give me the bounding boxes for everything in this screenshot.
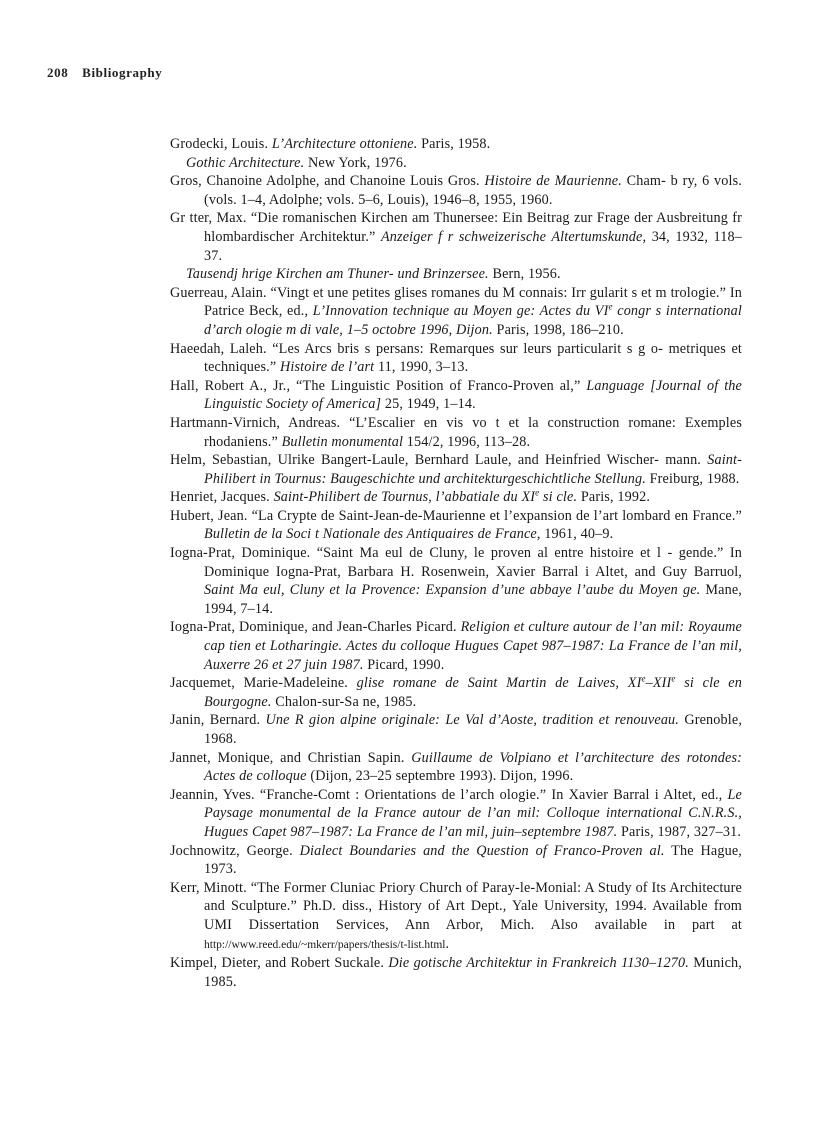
bibliography-entry — [170, 674, 742, 711]
entry-text: 1961, 40–9. — [540, 526, 614, 543]
entry-text: Freiburg, 1988. — [645, 470, 740, 487]
url-text: http://www.reed.edu/~mkerr/papers/thesis/t-list.html — [204, 938, 446, 951]
entry-italic-text: Anzeiger f r schweizerische Altertumskunde, — [380, 228, 647, 245]
entry-text: . — [445, 935, 450, 952]
bibliography-entry — [170, 284, 742, 340]
entry-italic-text: Bulletin monumental — [281, 433, 404, 450]
entry-text: 34, 1932, 118–37. — [204, 228, 742, 264]
entry-italic-text: Guillaume de Volpiano et l’architecture des rotondes: Actes de colloque — [204, 749, 742, 785]
entry-text: Haeedah, Laleh. “Les Arcs bris s persans: Remarques sur leurs particularit s g o- metriques et techniques.” — [170, 340, 742, 376]
entry-text: Grenoble, 1968. — [204, 712, 743, 747]
entry-text: (Dijon, 23–25 septembre 1993). Dijon, 1996. — [306, 768, 574, 785]
entry-italic-text: Saint-Philibert in Tournus: Baugeschichte und architekturgeschichtliche Stellung. — [204, 452, 742, 487]
entry-text: Paris, 1998, 186–210. — [492, 321, 624, 338]
entry-text: Hall, Robert A., Jr., “The Linguistic Position of Franco-Proven al,” — [170, 377, 587, 394]
entry-italic-text: Histoire de Maurienne. — [484, 173, 622, 190]
entry-italic-text: Dialect Boundaries and the Question of Franco-Proven al. — [299, 842, 665, 859]
entry-italic-text: Saint-Philibert de Tournus, l’abbatiale du XI — [273, 489, 536, 506]
entry-italic-text: L’Architecture ottoniene. — [271, 136, 418, 152]
entry-text: Jacquemet, Marie-Madeleine. — [170, 675, 357, 692]
entry-italic-text: Saint Ma eul, Cluny et la Provence: Expansion d’une abbaye l’aube du Moyen ge. — [204, 582, 701, 599]
entry-text: Guerreau, Alain. “Vingt et une petites glises romanes du M connais: Irr gularit s et m trologie.” In Patrice Beck, ed., — [170, 284, 742, 320]
entry-text: Mane, 1994, 7–14. — [204, 582, 743, 617]
bibliography-entry — [170, 954, 742, 991]
entry-text: Jeannin, Yves. “Franche-Comt : Orientations de l’arch ologie.” In Xavier Barral i Altet, ed., — [170, 786, 728, 803]
bibliography-entry — [170, 842, 742, 879]
entry-text: Gros, Chanoine Adolphe, and Chanoine Louis Gros. — [170, 173, 485, 190]
entry-italic-text: e — [535, 487, 540, 498]
entry-text: Kimpel, Dieter, and Robert Suckale. — [170, 955, 389, 972]
bibliography-entry — [170, 711, 742, 748]
entry-italic-text: si cle en Bourgogne. — [204, 675, 742, 710]
entry-text: Bern, 1956. — [488, 266, 561, 283]
bibliography-entry — [170, 618, 742, 674]
entry-text: Kerr, Minott. “The Former Cluniac Priory Church of Paray-le-Monial: A Study of Its Architecture and Sculpture.” Ph.D. diss., History of Art Dept., Yale University, 1994. Available from UMI Dissertation Services, Ann Arbor, Mich. Also available in part at — [170, 879, 742, 933]
entry-text: Cham- b ry, 6 vols. (vols. 1–4, Adolphe; vols. 5–6, Louis), 1946–8, 1955, 1960. — [204, 173, 742, 208]
entry-italic-text: Religion et culture autour de l’an mil: Royaume cap tien et Lotharingie. Actes du colloque Hugues Capet 987–1987: La France de l’an mil, Auxerre 26 et 27 juin 1987. — [204, 619, 743, 673]
entry-italic-text: Language [Journal of the Linguistic Society of America] — [204, 377, 742, 413]
entry-italic-text: e — [608, 301, 613, 312]
bibliography-entry — [170, 135, 742, 154]
entry-text: Chalon-sur-Sa ne, 1985. — [271, 693, 417, 710]
entry-text: Hubert, Jean. “La Crypte de Saint-Jean-de-Maurienne et l’expansion de l’art lombard en France.” — [170, 507, 742, 524]
entry-italic-text: e — [641, 673, 646, 684]
entry-text: Iogna-Prat, Dominique, and Jean-Charles Picard. — [170, 619, 461, 636]
bibliography-entry — [170, 154, 742, 173]
entry-italic-text: Bulletin de la Soci t Nationale des Antiquaires de France, — [204, 526, 541, 543]
entry-text: 25, 1949, 1–14. — [381, 396, 476, 413]
bibliography-entry — [170, 209, 742, 265]
bibliography-entry — [170, 749, 742, 786]
entry-italic-text: Tausendj hrige Kirchen am Thuner- und Brinzersee. — [186, 266, 489, 283]
entry-text: Gr tter, Max. “Die romanischen Kirchen am Thunersee: Ein Beitrag zur Frage der Ausbreitung fr hlombardischer Architektur.” — [170, 210, 742, 245]
bibliography-entry — [170, 879, 742, 954]
entry-text: New York, 1976. — [304, 154, 407, 171]
running-head — [47, 65, 162, 81]
entry-text: Jochnowitz, George. — [170, 842, 300, 859]
entry-italic-text: si cle. — [539, 489, 578, 506]
page-number: 208 — [47, 65, 69, 80]
bibliography-entry — [170, 451, 742, 488]
entry-text: Janin, Bernard. — [170, 712, 266, 729]
entry-text: Paris, 1987, 327–31. — [617, 823, 742, 840]
bibliography-entry — [170, 377, 742, 414]
entry-italic-text: –XII — [645, 675, 672, 692]
entry-italic-text: Le Paysage monumental de la France autour de l’an mil: Colloque international C.N.R.S., Hugues Capet 987–1987: La France de l’an mil, juin–septembre 1987. — [204, 786, 742, 840]
bibliography-entry — [170, 544, 742, 618]
bibliography-entry — [170, 507, 742, 544]
entry-italic-text: Gothic Architecture. — [186, 154, 305, 171]
section-title: Bibliography — [82, 65, 163, 80]
entry-italic-text: Die gotische Architektur in Frankreich 1130–1270. — [388, 955, 689, 972]
entry-italic-text: Une R gion alpine originale: Le Val d’Aoste, tradition et renouveau. — [265, 712, 680, 729]
entry-text: The Hague, 1973. — [204, 842, 742, 878]
entry-italic-text: Histoire de l’art — [280, 359, 375, 376]
entry-text: Jannet, Monique, and Christian Sapin. — [170, 749, 412, 766]
bibliography-entry — [170, 414, 742, 451]
entry-text: Grodecki, Louis. — [170, 136, 272, 152]
entry-text: Iogna-Prat, Dominique. “Saint Ma eul de Cluny, le proven al entre histoire et l - gende.” In Dominique Iogna-Prat, Barbara H. Rosenwein, Xavier Barral i Altet, and Guy Barruol, — [170, 545, 742, 580]
bibliography-list — [170, 135, 742, 991]
entry-italic-text: congr s international d’arch ologie m di vale, 1–5 octobre 1996, Dijon. — [204, 303, 742, 338]
entry-italic-text: glise romane de Saint Martin de Laives, XI — [356, 675, 642, 692]
entry-text: 11, 1990, 3–13. — [374, 359, 469, 376]
entry-text: 154/2, 1996, 113–28. — [403, 433, 531, 450]
entry-text: Henriet, Jacques. — [170, 489, 274, 506]
entry-italic-text: L’Innovation technique au Moyen ge: Actes du VI — [312, 303, 609, 320]
bibliography-entry — [170, 265, 742, 284]
entry-text: Munich, 1985. — [204, 955, 742, 990]
entry-italic-text: e — [671, 673, 676, 684]
bibliography-entry — [170, 786, 742, 842]
entry-text: Paris, 1992. — [577, 489, 651, 506]
entry-text: Hartmann-Virnich, Andreas. “L’Escalier en vis vo t et la construction romane: Exemples rhodaniens.” — [170, 414, 742, 450]
bibliography-entry — [170, 488, 742, 507]
entry-text: Picard, 1990. — [363, 656, 445, 673]
entry-text: Paris, 1958. — [417, 136, 491, 152]
bibliography-entry — [170, 340, 742, 377]
entry-text: Helm, Sebastian, Ulrike Bangert-Laule, Bernhard Laule, and Heinfried Wischer- mann. — [170, 452, 708, 469]
bibliography-entry — [170, 172, 742, 209]
